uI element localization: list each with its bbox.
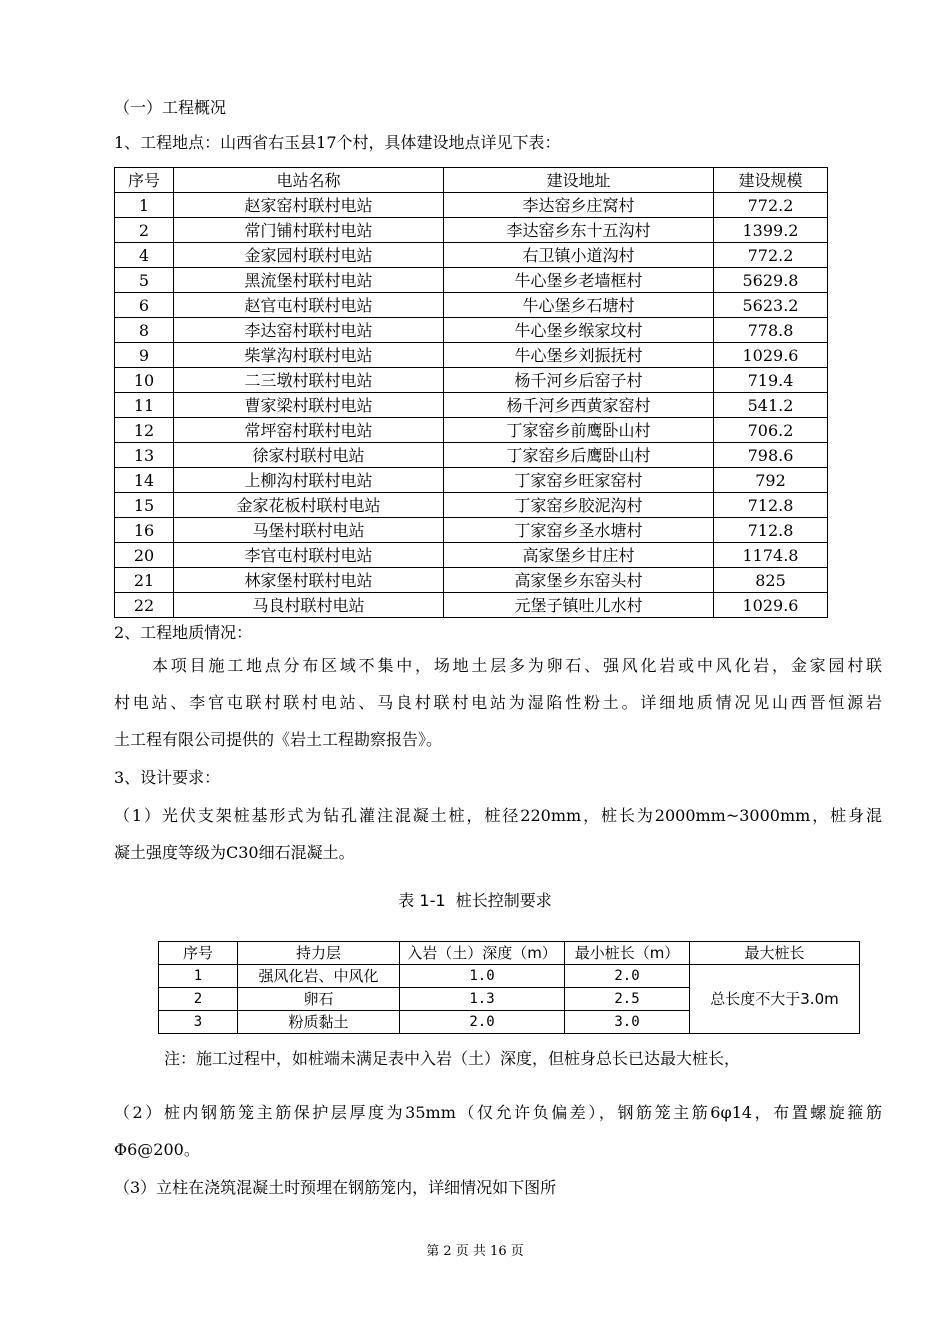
cell-scale: 778.8 [714, 318, 828, 343]
table-note: 注：施工过程中，如桩端未满足表中入岩（土）深度，但桩身总长已达最大桩长， [164, 1049, 741, 1068]
cell-address: 元堡子镇吐儿水村 [444, 593, 714, 618]
table-row [115, 568, 828, 593]
cell-station-name: 马堡村联村电站 [174, 518, 444, 543]
col-header-max-length: 最大桩长 [690, 942, 860, 965]
cell-scale: 1399.2 [714, 218, 828, 243]
cell-index: 3 [159, 1011, 238, 1034]
geology-line-1: 本项目施工地点分布区域不集中，场地土层多为卵石、强风化岩或中风化岩，金家园村联 [152, 656, 882, 675]
col-header-min-length: 最小桩长（m） [565, 942, 690, 965]
cell-address: 杨千河乡西黄家窑村 [444, 393, 714, 418]
table-row [115, 268, 828, 293]
cell-station-name: 赵官屯村联村电站 [174, 293, 444, 318]
col-header-index: 序号 [159, 942, 238, 965]
cell-address: 牛心堡乡刘振抚村 [444, 343, 714, 368]
cell-address: 牛心堡乡缑家坟村 [444, 318, 714, 343]
col-header-index: 序号 [115, 168, 174, 193]
table-row [115, 193, 828, 218]
cell-depth: 2.0 [400, 1011, 565, 1034]
requirement-1-line-1: （1）光伏支架桩基形式为钻孔灌注混凝土桩，桩径220mm，桩长为2000mm~3000mm，桩身混 [114, 806, 882, 825]
cell-address: 李达窑乡东十五沟村 [444, 218, 714, 243]
cell-scale: 1174.8 [714, 543, 828, 568]
cell-index: 14 [115, 468, 174, 493]
table-row [115, 318, 828, 343]
geology-line-3: 土工程有限公司提供的《岩土工程勘察报告》。 [114, 730, 443, 749]
col-header-scale: 建设规模 [714, 168, 828, 193]
cell-scale: 706.2 [714, 418, 828, 443]
geology-heading: 2、工程地质情况： [114, 623, 253, 642]
geology-line-2: 村电站、李官屯联村联村电站、马良村联村电站为湿陷性粉土。详细地质情况见山西晋恒源岩 [114, 693, 882, 712]
table-row [115, 218, 828, 243]
cell-address: 丁家窑乡后鹰卧山村 [444, 443, 714, 468]
cell-address: 丁家窑乡前鹰卧山村 [444, 418, 714, 443]
cell-address: 牛心堡乡老墙框村 [444, 268, 714, 293]
cell-index: 11 [115, 393, 174, 418]
cell-station-name: 徐家村联村电站 [174, 443, 444, 468]
cell-index: 22 [115, 593, 174, 618]
cell-scale: 825 [714, 568, 828, 593]
cell-station-name: 黑流堡村联村电站 [174, 268, 444, 293]
table-row [115, 493, 828, 518]
table-row [115, 443, 828, 468]
cell-depth: 1.3 [400, 988, 565, 1011]
cell-index: 8 [115, 318, 174, 343]
cell-min-length: 2.0 [565, 965, 690, 988]
cell-address: 右卫镇小道沟村 [444, 243, 714, 268]
table-row [115, 418, 828, 443]
cell-layer: 粉质黏土 [238, 1011, 400, 1034]
cell-scale: 1029.6 [714, 343, 828, 368]
table-row [115, 368, 828, 393]
cell-address: 高家堡乡东窑头村 [444, 568, 714, 593]
cell-scale: 1029.6 [714, 593, 828, 618]
cell-scale: 772.2 [714, 193, 828, 218]
table-row [115, 468, 828, 493]
cell-station-name: 林家堡村联村电站 [174, 568, 444, 593]
cell-address: 杨千河乡后窑子村 [444, 368, 714, 393]
col-header-embed-depth: 入岩（土）深度（m） [400, 942, 565, 965]
table-row [115, 518, 828, 543]
cell-scale: 5629.8 [714, 268, 828, 293]
cell-scale: 798.6 [714, 443, 828, 468]
cell-address: 丁家窑乡旺家窑村 [444, 468, 714, 493]
table-row [115, 243, 828, 268]
requirement-2-line-1: （2）桩内钢筋笼主筋保护层厚度为35mm（仅允许负偏差），钢筋笼主筋6φ14，布置螺旋箍筋 [114, 1103, 882, 1122]
cell-station-name: 赵家窑村联村电站 [174, 193, 444, 218]
project-location: 1、工程地点：山西省右玉县17个村，具体建设地点详见下表： [114, 133, 561, 152]
requirement-3: （3）立柱在浇筑混凝土时预埋在钢筋笼内，详细情况如下图所 [114, 1178, 557, 1197]
cell-min-length: 2.5 [565, 988, 690, 1011]
table-header-row [115, 168, 828, 193]
cell-index: 20 [115, 543, 174, 568]
design-heading: 3、设计要求： [114, 768, 221, 787]
cell-index: 2 [159, 988, 238, 1011]
cell-index: 10 [115, 368, 174, 393]
cell-scale: 541.2 [714, 393, 828, 418]
cell-index: 16 [115, 518, 174, 543]
cell-station-name: 常门铺村联村电站 [174, 218, 444, 243]
cell-index: 21 [115, 568, 174, 593]
cell-layer: 强风化岩、中风化 [238, 965, 400, 988]
cell-index: 4 [115, 243, 174, 268]
cell-index: 1 [115, 193, 174, 218]
cell-address: 高家堡乡甘庄村 [444, 543, 714, 568]
cell-station-name: 李官屯村联村电站 [174, 543, 444, 568]
cell-address: 李达窑乡庄窝村 [444, 193, 714, 218]
table-row [115, 543, 828, 568]
cell-station-name: 金家花板村联村电站 [174, 493, 444, 518]
cell-station-name: 常坪窑村联村电站 [174, 418, 444, 443]
cell-scale: 792 [714, 468, 828, 493]
table-row [115, 343, 828, 368]
cell-station-name: 上柳沟村联村电站 [174, 468, 444, 493]
cell-index: 6 [115, 293, 174, 318]
table-caption: 表 1-1 桩长控制要求 [398, 891, 552, 910]
cell-scale: 719.4 [714, 368, 828, 393]
cell-index: 15 [115, 493, 174, 518]
cell-layer: 卵石 [238, 988, 400, 1011]
cell-scale: 5623.2 [714, 293, 828, 318]
cell-index: 1 [159, 965, 238, 988]
table-header-row [159, 942, 860, 965]
pile-length-table [158, 941, 860, 1034]
cell-index: 13 [115, 443, 174, 468]
cell-address: 丁家窑乡胶泥沟村 [444, 493, 714, 518]
station-table [114, 167, 828, 618]
cell-index: 2 [115, 218, 174, 243]
cell-station-name: 二三墩村联村电站 [174, 368, 444, 393]
table-row [115, 293, 828, 318]
section-title: （一）工程概况 [114, 98, 227, 117]
cell-station-name: 李达窑村联村电站 [174, 318, 444, 343]
cell-index: 9 [115, 343, 174, 368]
cell-min-length: 3.0 [565, 1011, 690, 1034]
cell-scale: 712.8 [714, 493, 828, 518]
cell-address: 丁家窑乡圣水塘村 [444, 518, 714, 543]
cell-station-name: 曹家梁村联村电站 [174, 393, 444, 418]
cell-max-length: 总长度不大于3.0m [690, 965, 860, 1034]
cell-depth: 1.0 [400, 965, 565, 988]
cell-station-name: 金家园村联村电站 [174, 243, 444, 268]
col-header-bearing-layer: 持力层 [238, 942, 400, 965]
cell-station-name: 马良村联村电站 [174, 593, 444, 618]
page-footer: 第 2 页 共 16 页 [426, 1244, 524, 1259]
table-row [115, 593, 828, 618]
col-header-address: 建设地址 [444, 168, 714, 193]
table-row [159, 965, 860, 988]
col-header-station: 电站名称 [174, 168, 444, 193]
table-row [115, 393, 828, 418]
requirement-1-line-2: 凝土强度等级为C30细石混凝土。 [114, 843, 355, 862]
cell-index: 5 [115, 268, 174, 293]
cell-address: 牛心堡乡石塘村 [444, 293, 714, 318]
cell-station-name: 柴掌沟村联村电站 [174, 343, 444, 368]
cell-scale: 772.2 [714, 243, 828, 268]
cell-scale: 712.8 [714, 518, 828, 543]
requirement-2-line-2: Φ6@200。 [114, 1140, 200, 1159]
cell-index: 12 [115, 418, 174, 443]
